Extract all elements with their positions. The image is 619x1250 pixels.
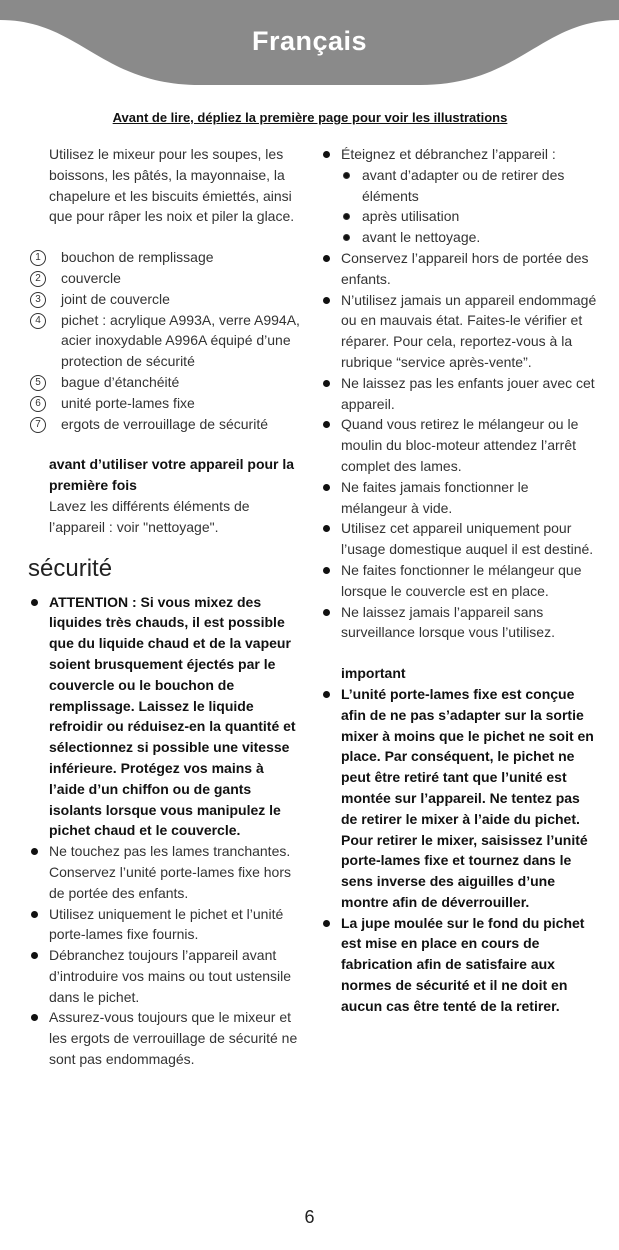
part-item xyxy=(28,393,303,414)
safety-item: Ne touchez pas les lames tranchantes. Conservez l’unité porte-lames fixe hors de portée des enfants. xyxy=(28,841,303,903)
important-list xyxy=(320,684,598,1017)
fold-out-notice: Avant de lire, dépliez la première page pour voir les illustrations xyxy=(112,110,508,125)
part-label: pichet : acrylique A993A, verre A994A, acier inoxydable A996A équipé d’une protection de sécurité xyxy=(61,311,300,370)
intro-text: Utilisez le mixeur pour les soupes, les boissons, les pâtés, la mayonnaise, la chapelure et les biscuits émiettés, ainsi que pour râper les noix et piler la glace. xyxy=(49,146,295,225)
safety-item: Utilisez cet appareil uniquement pour l’usage domestique auquel il est destiné. xyxy=(320,518,598,560)
part-label: unité porte-lames fixe xyxy=(61,394,195,411)
important-item: La jupe moulée sur le fond du pichet est mise en place en cours de fabrication afin de satisfaire aux normes de sécurité et il ne doit en aucun cas être tenté de la retirer. xyxy=(320,913,598,1017)
sub-item: avant d’adapter ou de retirer des éléments xyxy=(341,165,598,207)
safety-item: Assurez-vous toujours que le mixeur et les ergots de verrouillage de sécurité ne sont pas endommagés. xyxy=(28,1007,303,1069)
circled-number: 3 xyxy=(30,292,46,308)
first-use-section xyxy=(28,454,303,537)
safety-list-right xyxy=(320,144,598,643)
part-label: ergots de verrouillage de sécurité xyxy=(61,415,269,432)
parts-list xyxy=(28,247,303,434)
safety-item: Quand vous retirez le mélangeur ou le moulin du bloc-moteur attendez l’arrêt complet des lames. xyxy=(320,414,598,476)
safety-item: Ne laissez jamais l’appareil sans surveillance lorsque vous l’utilisez. xyxy=(320,602,598,644)
circled-number: 6 xyxy=(30,396,46,412)
part-label: couvercle xyxy=(61,269,121,286)
safety-warning-item: ATTENTION : Si vous mixez des liquides très chauds, il est possible que du liquide chaud et de la vapeur soient brusquement éjectés par le couvercle ou le bouchon de remplissage. Laissez le liquide refroidir ou réduisez-en la quantité et sélectionnez si possible une vitesse inférieure. Protégez vos mains à l’aide d’un chiffon ou de gants isolants lorsque vous manipulez le pichet chaud et le couvercle. xyxy=(28,592,303,842)
circled-number: 2 xyxy=(30,271,46,287)
safety-item: N’utilisez jamais un appareil endommagé ou en mauvais état. Faites-le vérifier et réparer. Pour cela, reportez-vous à la rubrique “service après-vente”. xyxy=(320,290,598,373)
right-column xyxy=(320,144,598,1017)
left-column xyxy=(28,144,303,1070)
circled-number: 5 xyxy=(30,375,46,391)
safety-item: Conservez l’appareil hors de portée des enfants. xyxy=(320,248,598,290)
part-item xyxy=(28,289,303,310)
first-use-heading: avant d’utiliser votre appareil pour la première fois xyxy=(49,456,295,494)
part-label: joint de couvercle xyxy=(61,290,170,307)
safety-item: Ne faites jamais fonctionner le mélangeur à vide. xyxy=(320,477,598,519)
language-header xyxy=(0,0,619,95)
sub-item: avant le nettoyage. xyxy=(341,227,598,248)
part-item xyxy=(28,372,303,393)
sub-item: après utilisation xyxy=(341,206,598,227)
part-item xyxy=(28,247,303,268)
part-item xyxy=(28,268,303,289)
safety-item: Ne faites fonctionner le mélangeur que lorsque le couvercle est en place. xyxy=(320,560,598,602)
header-title: Français xyxy=(251,26,368,56)
important-item: L’unité porte-lames fixe est conçue afin de ne pas s’adapter sur la sortie mixer à moins que le pichet ne soit en place. Par conséquent, le pichet ne peut être retiré tant que l’unité est montée sur l’appareil. Ne tentez pas de retirer le mixer à l’aide du pichet. Pour retirer le mixer, saisissez l’unité porte-lames fixe et tournez dans le sens inverse des aiguilles d’une montre afin de déverrouiller. xyxy=(320,684,598,913)
circled-number: 4 xyxy=(30,313,46,329)
part-label: bouchon de remplissage xyxy=(61,249,214,266)
safety-item: Ne laissez pas les enfants jouer avec cet appareil. xyxy=(320,373,598,415)
part-item xyxy=(28,310,303,372)
part-label: bague d’étanchéité xyxy=(61,373,180,390)
safety-list-left xyxy=(28,592,303,1070)
circled-number: 1 xyxy=(30,250,46,266)
page-number: 6 xyxy=(304,1207,315,1227)
circled-number: 7 xyxy=(30,417,46,433)
safety-item: Utilisez uniquement le pichet et l’unité porte-lames fixe fournis. xyxy=(28,904,303,946)
safety-item-unplug xyxy=(320,144,598,248)
unplug-text: Éteignez et débranchez l’appareil : xyxy=(341,146,556,162)
first-use-text: Lavez les différents éléments de l’appareil : voir "nettoyage". xyxy=(49,497,250,535)
safety-item: Débranchez toujours l’appareil avant d’introduire vos mains ou tout ustensile dans le pichet. xyxy=(28,945,303,1007)
safety-heading: sécurité xyxy=(28,554,113,582)
unplug-sublist xyxy=(341,165,598,248)
part-item xyxy=(28,414,303,435)
important-heading: important xyxy=(341,665,406,682)
